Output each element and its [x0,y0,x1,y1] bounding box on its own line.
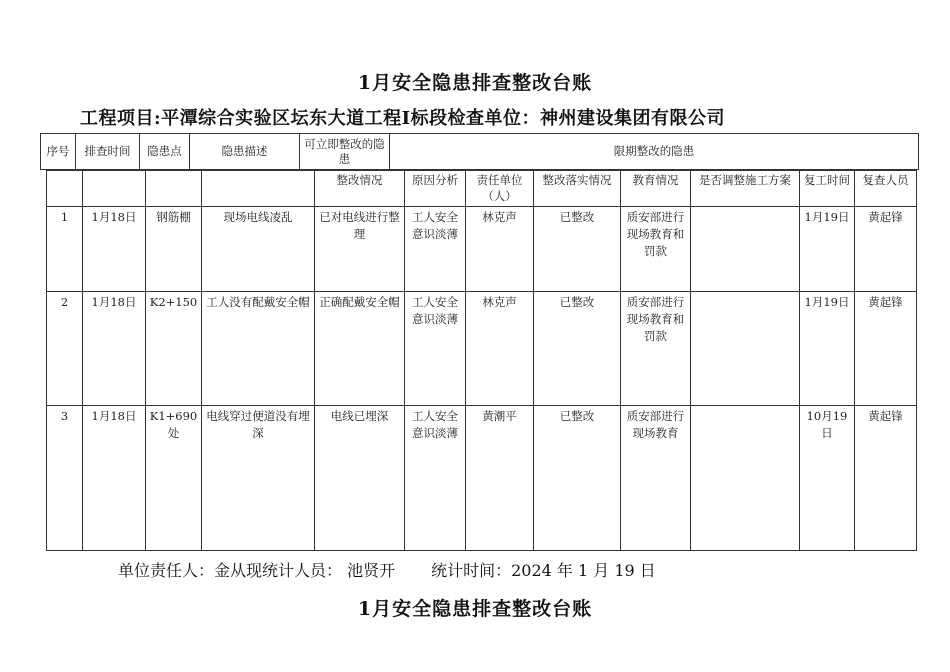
cell-seq: 3 [47,405,83,550]
sub-header-adjust: 是否调整施工方案 [691,171,800,207]
project-line: 工程项目:平潭综合实验区坛东大道工程Ⅰ标段检查单位：神州建设集团有限公司 [80,108,726,129]
table-row [47,207,917,292]
cell-education: 质安部进行现场教育 [621,405,691,550]
next-document-title: 1月安全隐患排查整改台账 [357,598,593,620]
cell-resume: 1月19日 [800,292,855,405]
cell-cause: 工人安全意识淡薄 [405,207,466,292]
footer-line [118,558,938,581]
header-immediate: 可立即整改的隐患 [300,134,390,170]
cell-implementation: 已整改 [534,292,621,405]
cell-education: 质安部进行现场教育和罚款 [621,292,691,405]
cell-adjust [691,292,800,405]
cell-status: 正确配戴安全帽 [315,292,405,405]
cell-education: 质安部进行现场教育和罚款 [621,207,691,292]
footer-statistician: 统计人员： 池贤开 [262,561,396,580]
header-hazard-desc: 隐患描述 [190,134,300,170]
sub-header-resume: 复工时间 [800,171,855,207]
hazard-table [46,170,917,551]
cell-adjust [691,405,800,550]
cell-status: 已对电线进行整理 [315,207,405,292]
footer-stat-time: 统计时间：2024 年 1 月 19 日 [431,561,656,580]
sub-header-row [47,171,917,207]
sub-header-empty [202,171,315,207]
cell-date: 1月18日 [83,292,146,405]
cell-seq: 1 [47,207,83,292]
sub-header-empty [47,171,83,207]
sub-header-empty [83,171,146,207]
header-hazard-point: 隐患点 [140,134,190,170]
cell-responsible: 林克声 [466,292,534,405]
sub-header-implementation: 整改落实情况 [534,171,621,207]
sub-header-recheck: 复查人员 [855,171,917,207]
cell-responsible: 黄潮平 [466,405,534,550]
cell-responsible: 林克声 [466,207,534,292]
cell-desc: 电线穿过便道没有埋深 [202,405,315,550]
cell-status: 电线已埋深 [315,405,405,550]
cell-point: K1+690处 [146,405,202,550]
table-row [47,292,917,405]
sub-header-rectify-status: 整改情况 [315,171,405,207]
cell-cause: 工人安全意识淡薄 [405,292,466,405]
cell-implementation: 已整改 [534,405,621,550]
cell-desc: 现场电线凌乱 [202,207,315,292]
cell-desc: 工人没有配戴安全帽 [202,292,315,405]
cell-implementation: 已整改 [534,207,621,292]
cell-cause: 工人安全意识淡薄 [405,405,466,550]
sub-header-education: 教育情况 [621,171,691,207]
sub-header-cause: 原因分析 [405,171,466,207]
cell-resume: 10月19日 [800,405,855,550]
cell-point: 钢筋棚 [146,207,202,292]
cell-resume: 1月19日 [800,207,855,292]
sub-header-responsible: 责任单位（人） [466,171,534,207]
table-row [47,405,917,550]
cell-point: K2+150 [146,292,202,405]
cell-date: 1月18日 [83,405,146,550]
footer-responsible: 单位责任人：金从现 [118,561,263,580]
cell-adjust [691,207,800,292]
cell-recheck: 黄起锋 [855,207,917,292]
sub-header-empty [146,171,202,207]
document-title: 1月安全隐患排查整改台账 [357,72,593,94]
header-seq: 序号 [41,134,76,170]
header-deadline: 限期整改的隐患 [390,134,919,170]
table-header-top [40,133,919,170]
cell-recheck: 黄起锋 [855,405,917,550]
cell-recheck: 黄起锋 [855,292,917,405]
cell-seq: 2 [47,292,83,405]
cell-date: 1月18日 [83,207,146,292]
header-date: 排查时间 [76,134,140,170]
